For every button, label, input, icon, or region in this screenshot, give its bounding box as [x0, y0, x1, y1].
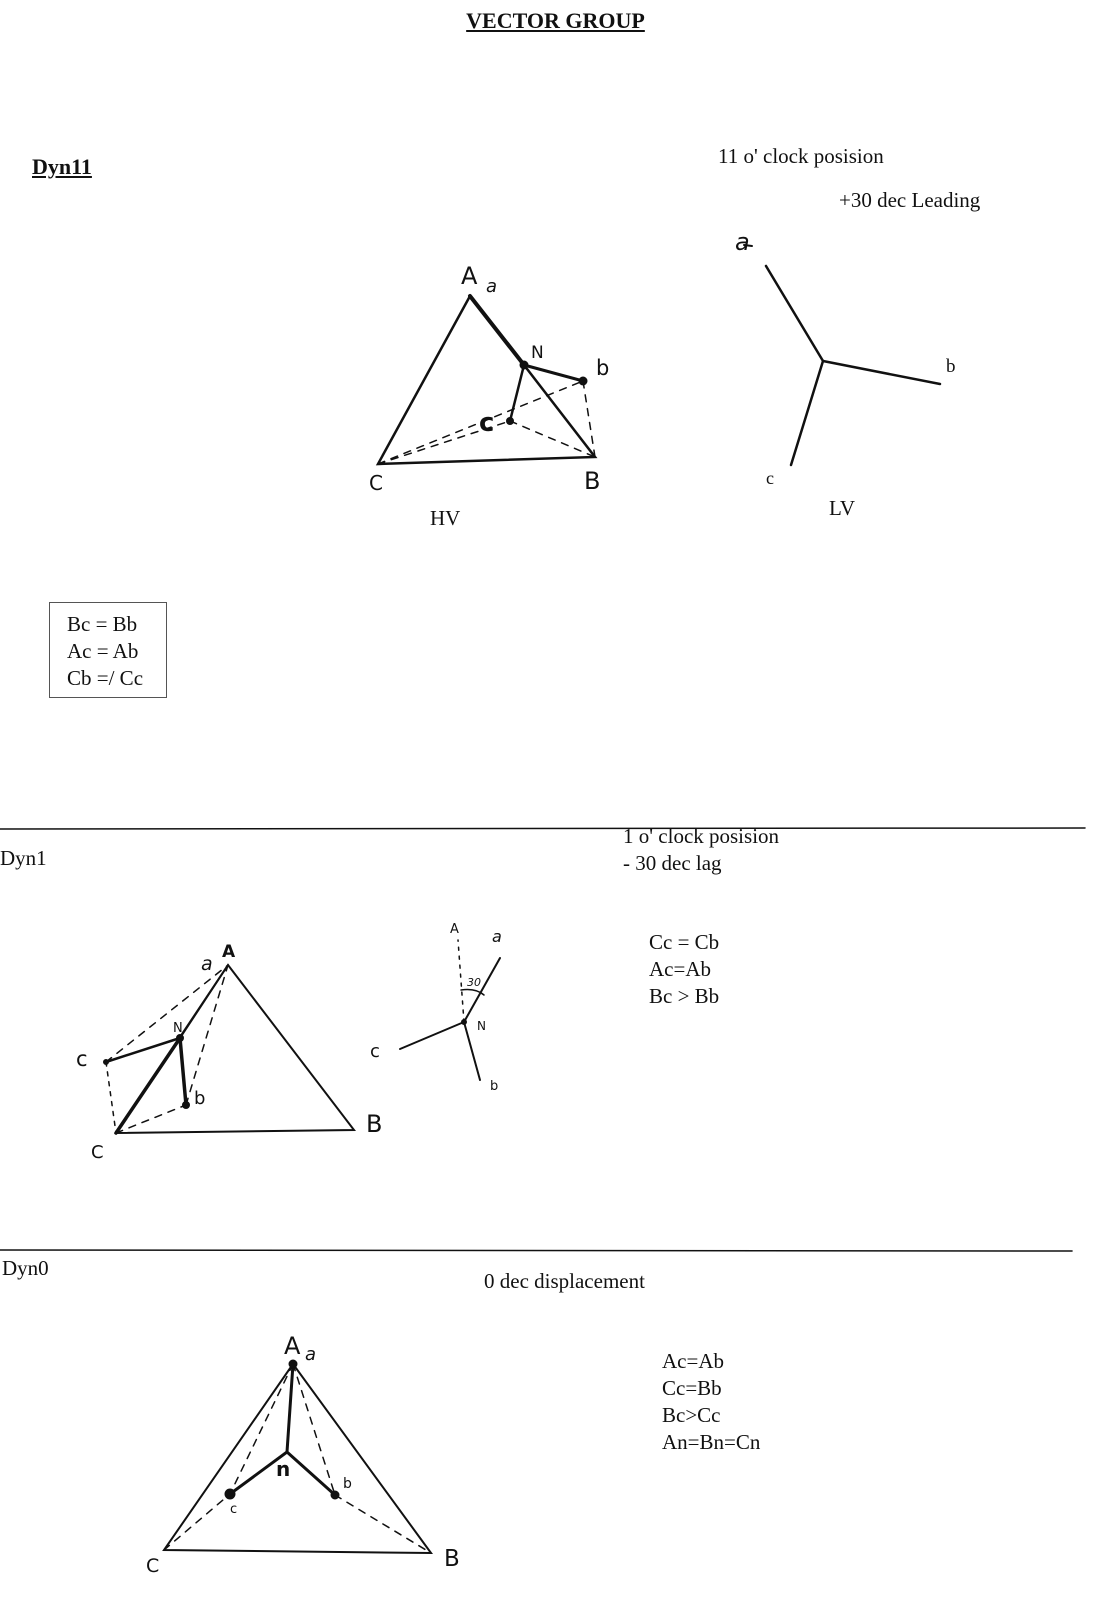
node-c	[104, 1060, 109, 1065]
dyn1-hv-diagram	[104, 965, 355, 1133]
label-N: N	[477, 1019, 486, 1033]
dyn0-heading: Dyn0	[2, 1256, 49, 1280]
label-a: a	[201, 953, 213, 975]
label-b: b	[343, 1476, 352, 1492]
label-C: C	[91, 1142, 104, 1163]
dashed-line	[186, 965, 228, 1105]
equation: An=Bn=Cn	[662, 1430, 761, 1454]
delta-triangle	[378, 296, 595, 464]
label-a: a	[486, 276, 498, 297]
label-C: C	[146, 1555, 160, 1577]
winding-a	[180, 965, 228, 1038]
equation: Cb =/ Cc	[67, 666, 144, 690]
node-n	[462, 1020, 467, 1025]
label-B: B	[584, 467, 601, 495]
dyn1-heading: Dyn1	[0, 846, 47, 870]
node-n	[520, 361, 528, 369]
equation: Bc = Bb	[67, 612, 138, 636]
reference-a	[458, 940, 464, 1022]
phasor-b	[823, 361, 940, 384]
delta-triangle	[164, 1364, 431, 1553]
label-c: c	[230, 1502, 238, 1517]
label-c: c	[479, 408, 495, 438]
dyn11-hv-caption: HV	[430, 506, 461, 530]
dashed-line	[335, 1495, 431, 1553]
label-B: B	[366, 1110, 383, 1138]
dyn0-hv-diagram	[164, 1360, 431, 1553]
dashed-line	[106, 965, 228, 1062]
label-N: N	[173, 1021, 183, 1036]
label-A: A	[222, 942, 236, 962]
dyn1-phasor-diagram	[400, 940, 500, 1080]
equation: Ac = Ab	[67, 639, 139, 663]
label-b: b	[596, 356, 610, 380]
node-b	[183, 1102, 190, 1109]
label-A: A	[284, 1332, 301, 1360]
phasor-c	[400, 1022, 464, 1049]
winding-a	[287, 1364, 293, 1452]
equation: Cc=Bb	[662, 1376, 722, 1400]
dyn1-phase-shift: - 30 dec lag	[623, 851, 722, 875]
winding-n-c	[106, 1038, 180, 1062]
equation: Cc = Cb	[649, 930, 720, 954]
delta-triangle	[116, 965, 354, 1133]
label-a: a	[492, 927, 502, 946]
node-b	[331, 1491, 339, 1499]
label-B: B	[444, 1546, 460, 1572]
equation: Bc > Bb	[649, 984, 720, 1008]
node-c	[225, 1489, 235, 1499]
dyn11-clock-position: 11 o' clock posision	[718, 144, 884, 168]
dyn1-clock-position: 1 o' clock posision	[623, 824, 780, 848]
dyn11-heading: Dyn11	[32, 154, 92, 179]
dyn0-phase-shift: 0 dec displacement	[484, 1269, 645, 1293]
label-c: c	[76, 1047, 88, 1071]
label-b: b	[194, 1088, 206, 1109]
label-A: A	[450, 922, 459, 937]
winding-n-b	[180, 1038, 186, 1105]
label-b: b	[490, 1079, 499, 1094]
label-C: C	[369, 471, 383, 495]
dyn11-lv-caption: LV	[829, 496, 856, 520]
equation: Ac=Ab	[649, 957, 711, 981]
node-a	[289, 1360, 297, 1368]
section-divider	[0, 1250, 1072, 1251]
dashed-line	[106, 1062, 116, 1133]
phasor-a	[766, 266, 823, 361]
label-n: n	[276, 1457, 291, 1481]
page-title: VECTOR GROUP	[466, 8, 645, 33]
node-c	[507, 418, 514, 425]
dyn11-lv-diagram	[744, 245, 940, 465]
label-c: c	[766, 468, 774, 488]
equation: Bc>Cc	[662, 1403, 721, 1427]
winding-b	[524, 365, 583, 381]
node-b	[579, 377, 587, 385]
section-divider	[0, 828, 1085, 829]
equation: Ac=Ab	[662, 1349, 724, 1373]
label-a: a	[735, 228, 750, 256]
winding-a	[470, 296, 524, 365]
label-a: a	[305, 1344, 317, 1365]
label-b: b	[946, 356, 956, 377]
label-N: N	[531, 343, 544, 363]
winding-c	[510, 365, 524, 421]
dyn11-hv-diagram	[378, 296, 595, 464]
dyn11-phase-shift: +30 dec Leading	[839, 188, 981, 212]
angle-label: 30	[467, 976, 481, 989]
label-A: A	[461, 262, 478, 290]
label-c: c	[370, 1041, 380, 1062]
phasor-c	[791, 361, 823, 465]
winding-c	[116, 1038, 180, 1133]
